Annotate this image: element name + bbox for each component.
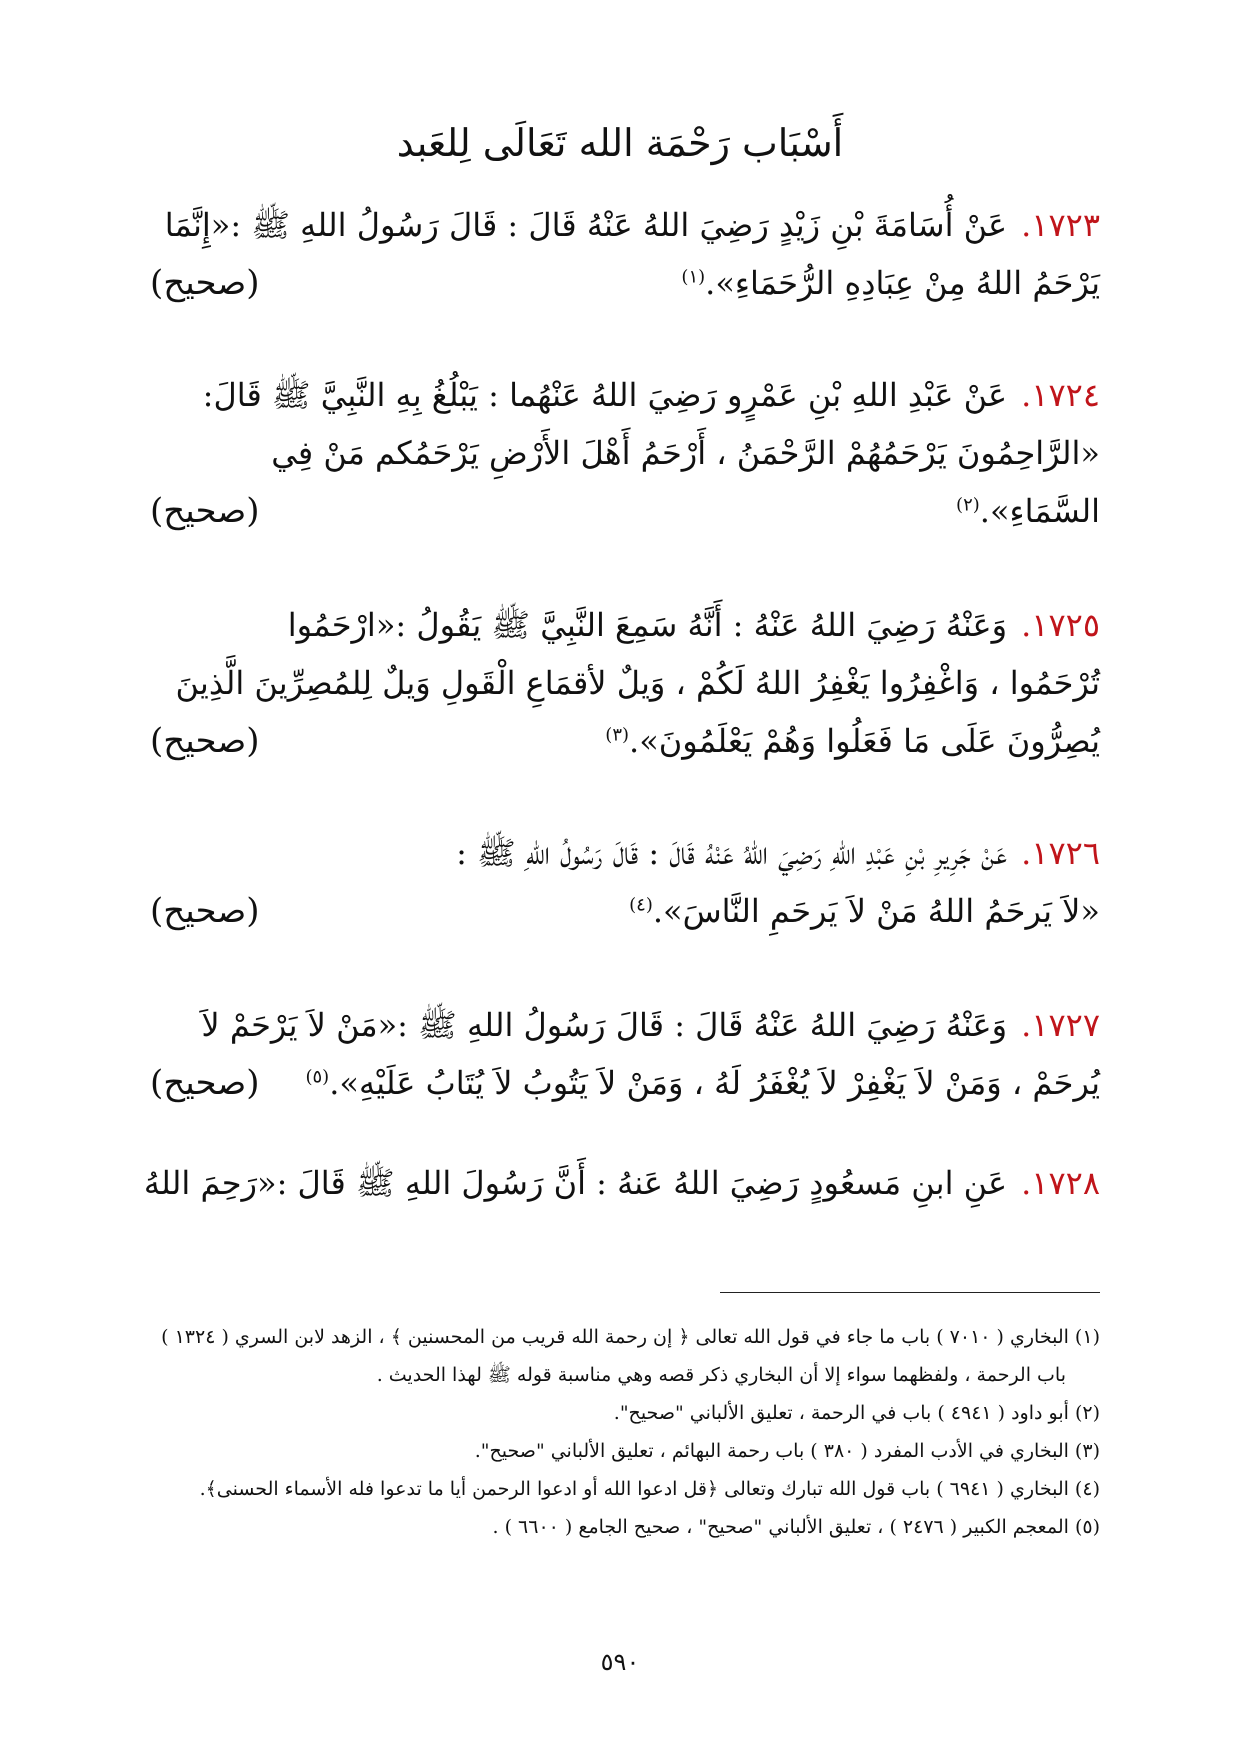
hadith-number: ١٧٢٥. [1021, 606, 1100, 644]
footnote-mark: (٢) [956, 494, 980, 516]
hadith-line [150, 1054, 1100, 1112]
page-number: ٥٩٠ [600, 1648, 640, 1676]
hadith-1726 [150, 824, 1100, 940]
hadith-number: ١٧٢٦. [1021, 834, 1100, 872]
hadith-line [150, 254, 1100, 312]
hadith-line [150, 712, 1100, 770]
footnote-divider [720, 1292, 1100, 1293]
hadith-text: وَعَنْهُ رَضِيَ اللهُ عَنْهُ : أَنَّهُ سَمِعَ النَّبِيَّ ﷺ يَقُولُ :«ارْحَمُوا [287, 606, 1008, 644]
hadith-text: عَنْ أُسَامَةَ بْنِ زَيْدٍ رَضِيَ اللهُ عَنْهُ قَالَ : قَالَ رَسُولُ اللهِ ﷺ :«إِنَّمَا [164, 206, 1008, 244]
hadith-text: «الرَّاحِمُونَ يَرْحَمُهُمْ الرَّحْمَنُ ، أَرْحَمُ أَهْلَ الأَرْضِ يَرْحَمُكم مَنْ فِي [271, 434, 1100, 472]
page-title: أَسْبَاب رَحْمَة الله تَعَالَى لِلعَبد [396, 121, 844, 165]
grade-label: (صحيح) [150, 721, 260, 761]
footnote: (٤) البخاري ( ٦٩٤١ ) باب قول الله تبارك وتعالى ﴿قل ادعوا الله أو ادعوا الرحمن أيا ما تدعوا فله الأسماء الحسنى﴾. [199, 1478, 1100, 1500]
hadith-line [150, 824, 1100, 882]
hadith-1728 [143, 1154, 1100, 1212]
hadith-text: تُرْحَمُوا ، وَاغْفِرُوا يَغْفِرُ اللهُ لَكُمْ ، وَيلٌ لأقمَاعِ الْقَولِ وَيلٌ لِلمُصِرِّينَ الَّذِينَ [175, 664, 1100, 702]
grade-label: (صحيح) [150, 891, 260, 931]
hadith-text: «لاَ يَرحَمُ اللهُ مَنْ لاَ يَرحَمِ النَّاسَ». [652, 892, 1100, 930]
hadith-number: ١٧٢٣. [1021, 206, 1100, 244]
footnote: (٢) أبو داود ( ٤٩٤١ ) باب في الرحمة ، تعليق الألباني "صحيح". [613, 1402, 1100, 1424]
hadith-text: عَنْ عَبْدِ اللهِ بْنِ عَمْرٍو رَضِيَ اللهُ عَنْهُما : يَبْلُغُ بِهِ النَّبِيَّ ﷺ قَالَ: [202, 376, 1008, 414]
footnote: (١) البخاري ( ٧٠١٠ ) باب ما جاء في قول الله تعالى ﴿ إن رحمة الله قريب من المحسنين ﴾ ، الزهد لابن السري ( ١٣٢٤ ) [161, 1326, 1100, 1348]
hadith-line [150, 882, 1100, 940]
footnote-mark: (٣) [605, 724, 630, 746]
hadith-1724 [150, 366, 1100, 540]
grade-label: (صحيح) [150, 263, 260, 303]
footnote: باب الرحمة ، ولفظهما سواء إلا أن البخاري ذكر قصه وهي مناسبة قوله ﷺ لهذا الحديث . [376, 1364, 1066, 1386]
grade-label: (صحيح) [150, 491, 260, 531]
hadith-1727 [150, 996, 1100, 1112]
hadith-text: يَرْحَمُ اللهُ مِنْ عِبَادِهِ الرُّحَمَاءِ». [705, 264, 1100, 302]
hadith-text: يُصِرُّونَ عَلَى مَا فَعَلُوا وَهُمْ يَعْلَمُونَ». [629, 722, 1100, 760]
hadith-text: عَنِ ابنِ مَسعُودٍ رَضِيَ اللهُ عَنهُ : أَنَّ رَسُولَ اللهِ ﷺ قَالَ :«رَحِمَ اللهُ [143, 1164, 1008, 1202]
hadith-number: ١٧٢٧. [1021, 1006, 1100, 1044]
hadith-text: وَعَنْهُ رَضِيَ اللهُ عَنْهُ قَالَ : قَالَ رَسُولُ اللهِ ﷺ :«مَنْ لاَ يَرْحَمْ لاَ [201, 1006, 1008, 1044]
hadith-number: ١٧٢٨. [1021, 1164, 1100, 1202]
hadith-line [150, 366, 1100, 424]
hadith-1723 [150, 196, 1100, 312]
hadith-line [150, 482, 1100, 540]
footnote: (٣) البخاري في الأدب المفرد ( ٣٨٠ ) باب رحمة البهائم ، تعليق الألباني "صحيح". [474, 1440, 1100, 1462]
hadith-text: السَّمَاءِ». [979, 492, 1100, 530]
footnote-mark: (١) [681, 266, 706, 288]
hadith-text: يُرحَمْ ، وَمَنْ لاَ يَغْفِرْ لاَ يُغْفَرُ لَهُ ، وَمَنْ لاَ يَتُوبُ لاَ يُتَابُ عَلَيْهِ». [329, 1064, 1100, 1102]
hadith-line [150, 596, 1100, 654]
hadith-text: عَنْ جَرِيرِ بْنِ عَبْدِ اللهِ رَضِيَ اللهُ عَنْهُ قَالَ : قَالَ رَسُولُ اللهِ ﷺ : [456, 834, 1008, 872]
footnote-mark: (٥) [305, 1066, 330, 1088]
hadith-number: ١٧٢٤. [1021, 376, 1100, 414]
hadith-line [150, 996, 1100, 1054]
hadith-line [143, 1154, 1100, 1212]
footnote-mark: (٤) [629, 894, 653, 916]
grade-label: (صحيح) [150, 1063, 260, 1103]
footnotes [140, 1318, 1100, 1546]
hadith-line [150, 654, 1100, 712]
hadith-line [150, 424, 1100, 482]
hadith-1725 [150, 596, 1100, 770]
hadith-line [150, 196, 1100, 254]
footnote: (٥) المعجم الكبير ( ٢٤٧٦ ) ، تعليق الألباني "صحيح" ، صحيح الجامع ( ٦٦٠٠ ) . [492, 1516, 1100, 1538]
